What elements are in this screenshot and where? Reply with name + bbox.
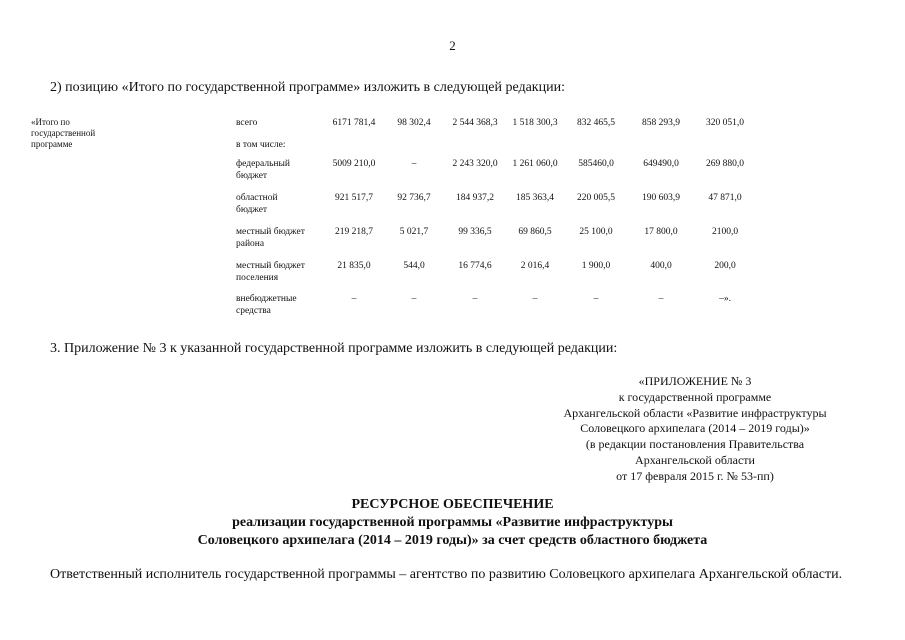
appendix-line: «ПРИЛОЖЕНИЕ № 3 (638, 374, 752, 388)
heading-line: реализации государственной программы «Развитие инфраструктуры (232, 515, 673, 530)
table-cell: – (658, 294, 664, 304)
table-cell: –». (719, 294, 731, 304)
table-cell: 5 021,7 (399, 227, 429, 237)
appendix-line: Архангельской области «Развитие инфраструктуры (563, 405, 827, 420)
table-cell: 5009 210,0 (332, 159, 376, 169)
category-label-line: поселения (236, 273, 279, 283)
table-cell: 190 603,9 (642, 193, 680, 203)
table-cell: 69 860,5 (518, 227, 552, 237)
table-cell: 98 302,4 (397, 118, 431, 128)
category-label-line: в том числе: (236, 140, 286, 150)
appendix-line: от 17 февраля 2015 г. № 53-пп) (616, 468, 774, 483)
table-cell: 99 336,5 (458, 227, 492, 237)
table-cell: 2 016,4 (520, 261, 550, 271)
responsible-executor-text: Ответственный исполнитель государственной программы – агентство по развитию Соловецкого архипелага Архангельской области. (50, 567, 843, 582)
category-label-line: внебюджетные (236, 294, 297, 304)
table-cell: 16 774,6 (458, 261, 492, 271)
section-heading (0, 496, 905, 550)
table-cell: – (411, 159, 417, 169)
table-cell: 832 465,5 (577, 118, 615, 128)
table-cell: 6171 781,4 (332, 118, 376, 128)
table-cell: 585460,0 (578, 159, 614, 169)
table-cell: 47 871,0 (708, 193, 742, 203)
table-cell: 858 293,9 (642, 118, 680, 128)
category-label-line: бюджет (236, 205, 268, 215)
table-cell: 1 261 060,0 (512, 159, 558, 169)
table-cell: – (472, 294, 478, 304)
appendix-line: Соловецкого архипелага (2014 – 2019 годы)» (580, 421, 810, 436)
table-cell: 200,0 (714, 261, 736, 271)
table-cell: 2 243 320,0 (452, 159, 498, 169)
table-cell: 184 937,2 (456, 193, 494, 203)
table-cell: 921 517,7 (335, 193, 373, 203)
table-category-label (236, 117, 257, 129)
category-label-line: областной (236, 193, 278, 203)
table-cell: 400,0 (650, 261, 672, 271)
item-3-text: 3. Приложение № 3 к указанной государственной программе изложить в следующей редакции: (50, 341, 618, 356)
table-category-label (236, 158, 290, 182)
table-category-label (236, 139, 286, 151)
table-cell: – (411, 294, 417, 304)
appendix-line: Архангельской области (635, 452, 755, 467)
category-label-line: федеральный (236, 159, 290, 169)
heading-line: Соловецкого архипелага (2014 – 2019 годы)» за счет средств областного бюджета (197, 533, 708, 548)
table-category-label (236, 192, 278, 216)
table-cell: 320 051,0 (706, 118, 744, 128)
table-cell: 2100,0 (711, 227, 739, 237)
page-number: 2 (449, 38, 456, 53)
table-cell: – (532, 294, 538, 304)
row-label-line: «Итого по (31, 117, 70, 127)
table-cell: – (593, 294, 599, 304)
row-label-line: государственной (31, 128, 96, 138)
appendix-line: к государственной программе (618, 389, 772, 404)
appendix-line: (в редакции постановления Правительства (585, 437, 805, 452)
category-label-line: средства (236, 306, 271, 316)
table-cell: 1 900,0 (581, 261, 611, 271)
table-cell: 92 736,7 (397, 193, 431, 203)
table-cell: 269 880,0 (706, 159, 744, 169)
category-label-line: всего (236, 118, 258, 128)
table-category-label (236, 226, 305, 250)
table-cell: 1 518 300,3 (512, 118, 558, 128)
table-category-label (236, 293, 297, 317)
table-cell: 649490,0 (643, 159, 679, 169)
table-cell: 21 835,0 (337, 261, 371, 271)
table-cell: 220 005,5 (577, 193, 615, 203)
table-cell: 185 363,4 (516, 193, 554, 203)
table-cell: 17 800,0 (644, 227, 678, 237)
table-cell: – (351, 294, 357, 304)
category-label-line: местный бюджет (236, 227, 305, 237)
category-label-line: местный бюджет (236, 261, 305, 271)
table-category-label (236, 260, 305, 284)
table-cell: 2 544 368,3 (452, 118, 498, 128)
table-cell: 219 218,7 (335, 227, 373, 237)
table-cell: 25 100,0 (579, 227, 613, 237)
item-2-text: 2) позицию «Итого по государственной программе» изложить в следующей редакции: (50, 80, 565, 95)
category-label-line: бюджет (236, 171, 268, 181)
row-label-line: программе (31, 139, 73, 149)
appendix-header-block (545, 374, 845, 485)
heading-line: РЕСУРСНОЕ ОБЕСПЕЧЕНИЕ (351, 497, 554, 512)
category-label-line: района (236, 239, 265, 249)
table-cell: 544,0 (403, 261, 425, 271)
